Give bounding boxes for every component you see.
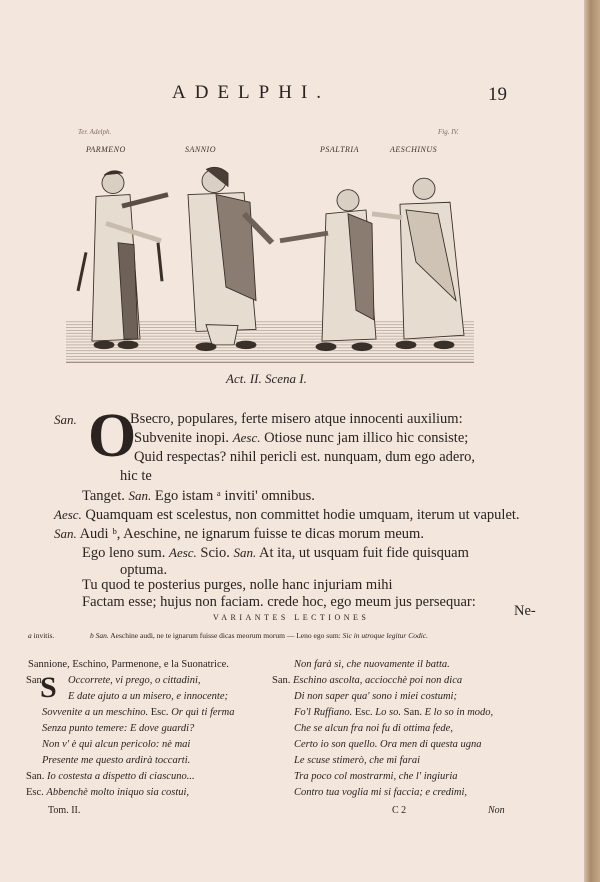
verse-line: optuma. xyxy=(120,562,168,578)
figure-label-psaltria: PSALTRIA xyxy=(320,145,359,154)
running-title: ADELPHI. xyxy=(172,82,331,103)
verse-line: San. Audi ᵇ, Aeschine, ne ignarum fuisse te dicas morum meum. xyxy=(54,526,424,542)
verse-line: Tu quod te posterius purges, nolle hanc injuriam mihi xyxy=(82,577,393,593)
verse-line: Aesc. Quamquam est scelestus, non committet hodie umquam, iterum ut vapulet. xyxy=(54,507,520,523)
verse-line: hic te xyxy=(120,468,152,484)
translation-line: Presente me questo ardirà toccarti. xyxy=(42,755,191,766)
verse-line: Tanget. San. Ego istam ᵃ inviti' omnibus. xyxy=(82,488,315,504)
drop-cap-s: S xyxy=(40,671,57,704)
verse-line: Ego leno sum. Aesc. Scio. San. At ita, ut usquam fuit fide quisquam xyxy=(82,545,469,561)
figure-label-aeschinus: AESCHINUS xyxy=(390,145,438,154)
page-number: 19 xyxy=(488,84,507,105)
plate-reference: Ter. Adelph. xyxy=(78,128,112,136)
translation-line: Esc. Abbenchè molto iniquo sia costui, xyxy=(26,787,190,798)
figure-label-parmeno: PARMENO xyxy=(86,145,126,154)
translation-line: Di non saper qua' sono i miei costumi; xyxy=(294,691,457,702)
signature-mark: C 2 xyxy=(392,805,407,816)
engraving-illustration xyxy=(66,156,474,368)
plate-caption: Act. II. Scena I. xyxy=(226,371,307,386)
translation-line: Fo'l Ruffiano. Esc. Lo so. San. E lo so in modo, xyxy=(294,707,494,718)
verse-line: Factam esse; hujus non faciam. crede hoc, ego meum jus persequar: xyxy=(82,594,476,610)
page-edge xyxy=(584,0,600,882)
translation-line: Contro tua voglia mi si faccia; e credimi, xyxy=(294,787,468,798)
variants-title: VARIANTES LECTIONES xyxy=(213,613,370,622)
catchword: Ne- xyxy=(514,603,536,619)
translation-line: Sovvenite a un meschino. Esc. Or quì ti ferma xyxy=(42,707,235,718)
figure-reference: Fig. IV. xyxy=(438,128,459,136)
speaker-label: San. xyxy=(54,412,77,427)
translation-line: Certo io son quello. Ora men di questa ugna xyxy=(294,739,482,750)
translation-line: E date ajuto a un misero, e innocente; xyxy=(68,691,228,702)
catchword-italian: Non xyxy=(488,805,505,816)
speaker-label: San. xyxy=(26,675,45,686)
translation-line: San. Eschino ascolta, acciocchè poi non dica xyxy=(272,675,463,686)
verse-line: Subvenite inopi. Aesc. Otiose nunc jam illico hic consiste; xyxy=(134,430,469,446)
translation-line: Che se alcun fra noi fu di ottima fede, xyxy=(294,723,453,734)
translation-line: Non v' è quì alcun pericolo: nè mai xyxy=(42,739,191,750)
translation-line: Tra poco col mostrarmi, che l' ingiuria xyxy=(294,771,458,782)
translation-line: Non farà sì, che nuovamente il batta. xyxy=(294,659,450,670)
volume-number: Tom. II. xyxy=(48,805,81,816)
verse-line: Quid respectas? nihil pericli est. nunquam, dum ego adero, xyxy=(134,449,476,465)
translation-line: Occorrete, vi prego, o cittadini, xyxy=(68,675,201,686)
translation-line: Senza punto temere: E dove guardi? xyxy=(42,723,195,734)
variant-note-a: a invitis. xyxy=(28,631,55,640)
translation-line: Le scuse stimerò, che mi farai xyxy=(294,755,420,766)
verse-line: Bsecro, populares, ferte misero atque innocenti auxilium: xyxy=(130,411,463,427)
translation-heading: Sannione, Eschino, Parmenone, e la Suonatrice. xyxy=(28,659,229,670)
figure-label-sannio: SANNIO xyxy=(185,145,216,154)
translation-line: San. Io costesta a dispetto di ciascuno... xyxy=(26,771,195,782)
drop-cap-o: O xyxy=(88,402,137,470)
variant-note-b: b San. Aeschine audi, ne te ignarum fuisse dicas meorum morum — Leno ego sum: Sic in utroque legitur Codic. xyxy=(90,631,429,640)
